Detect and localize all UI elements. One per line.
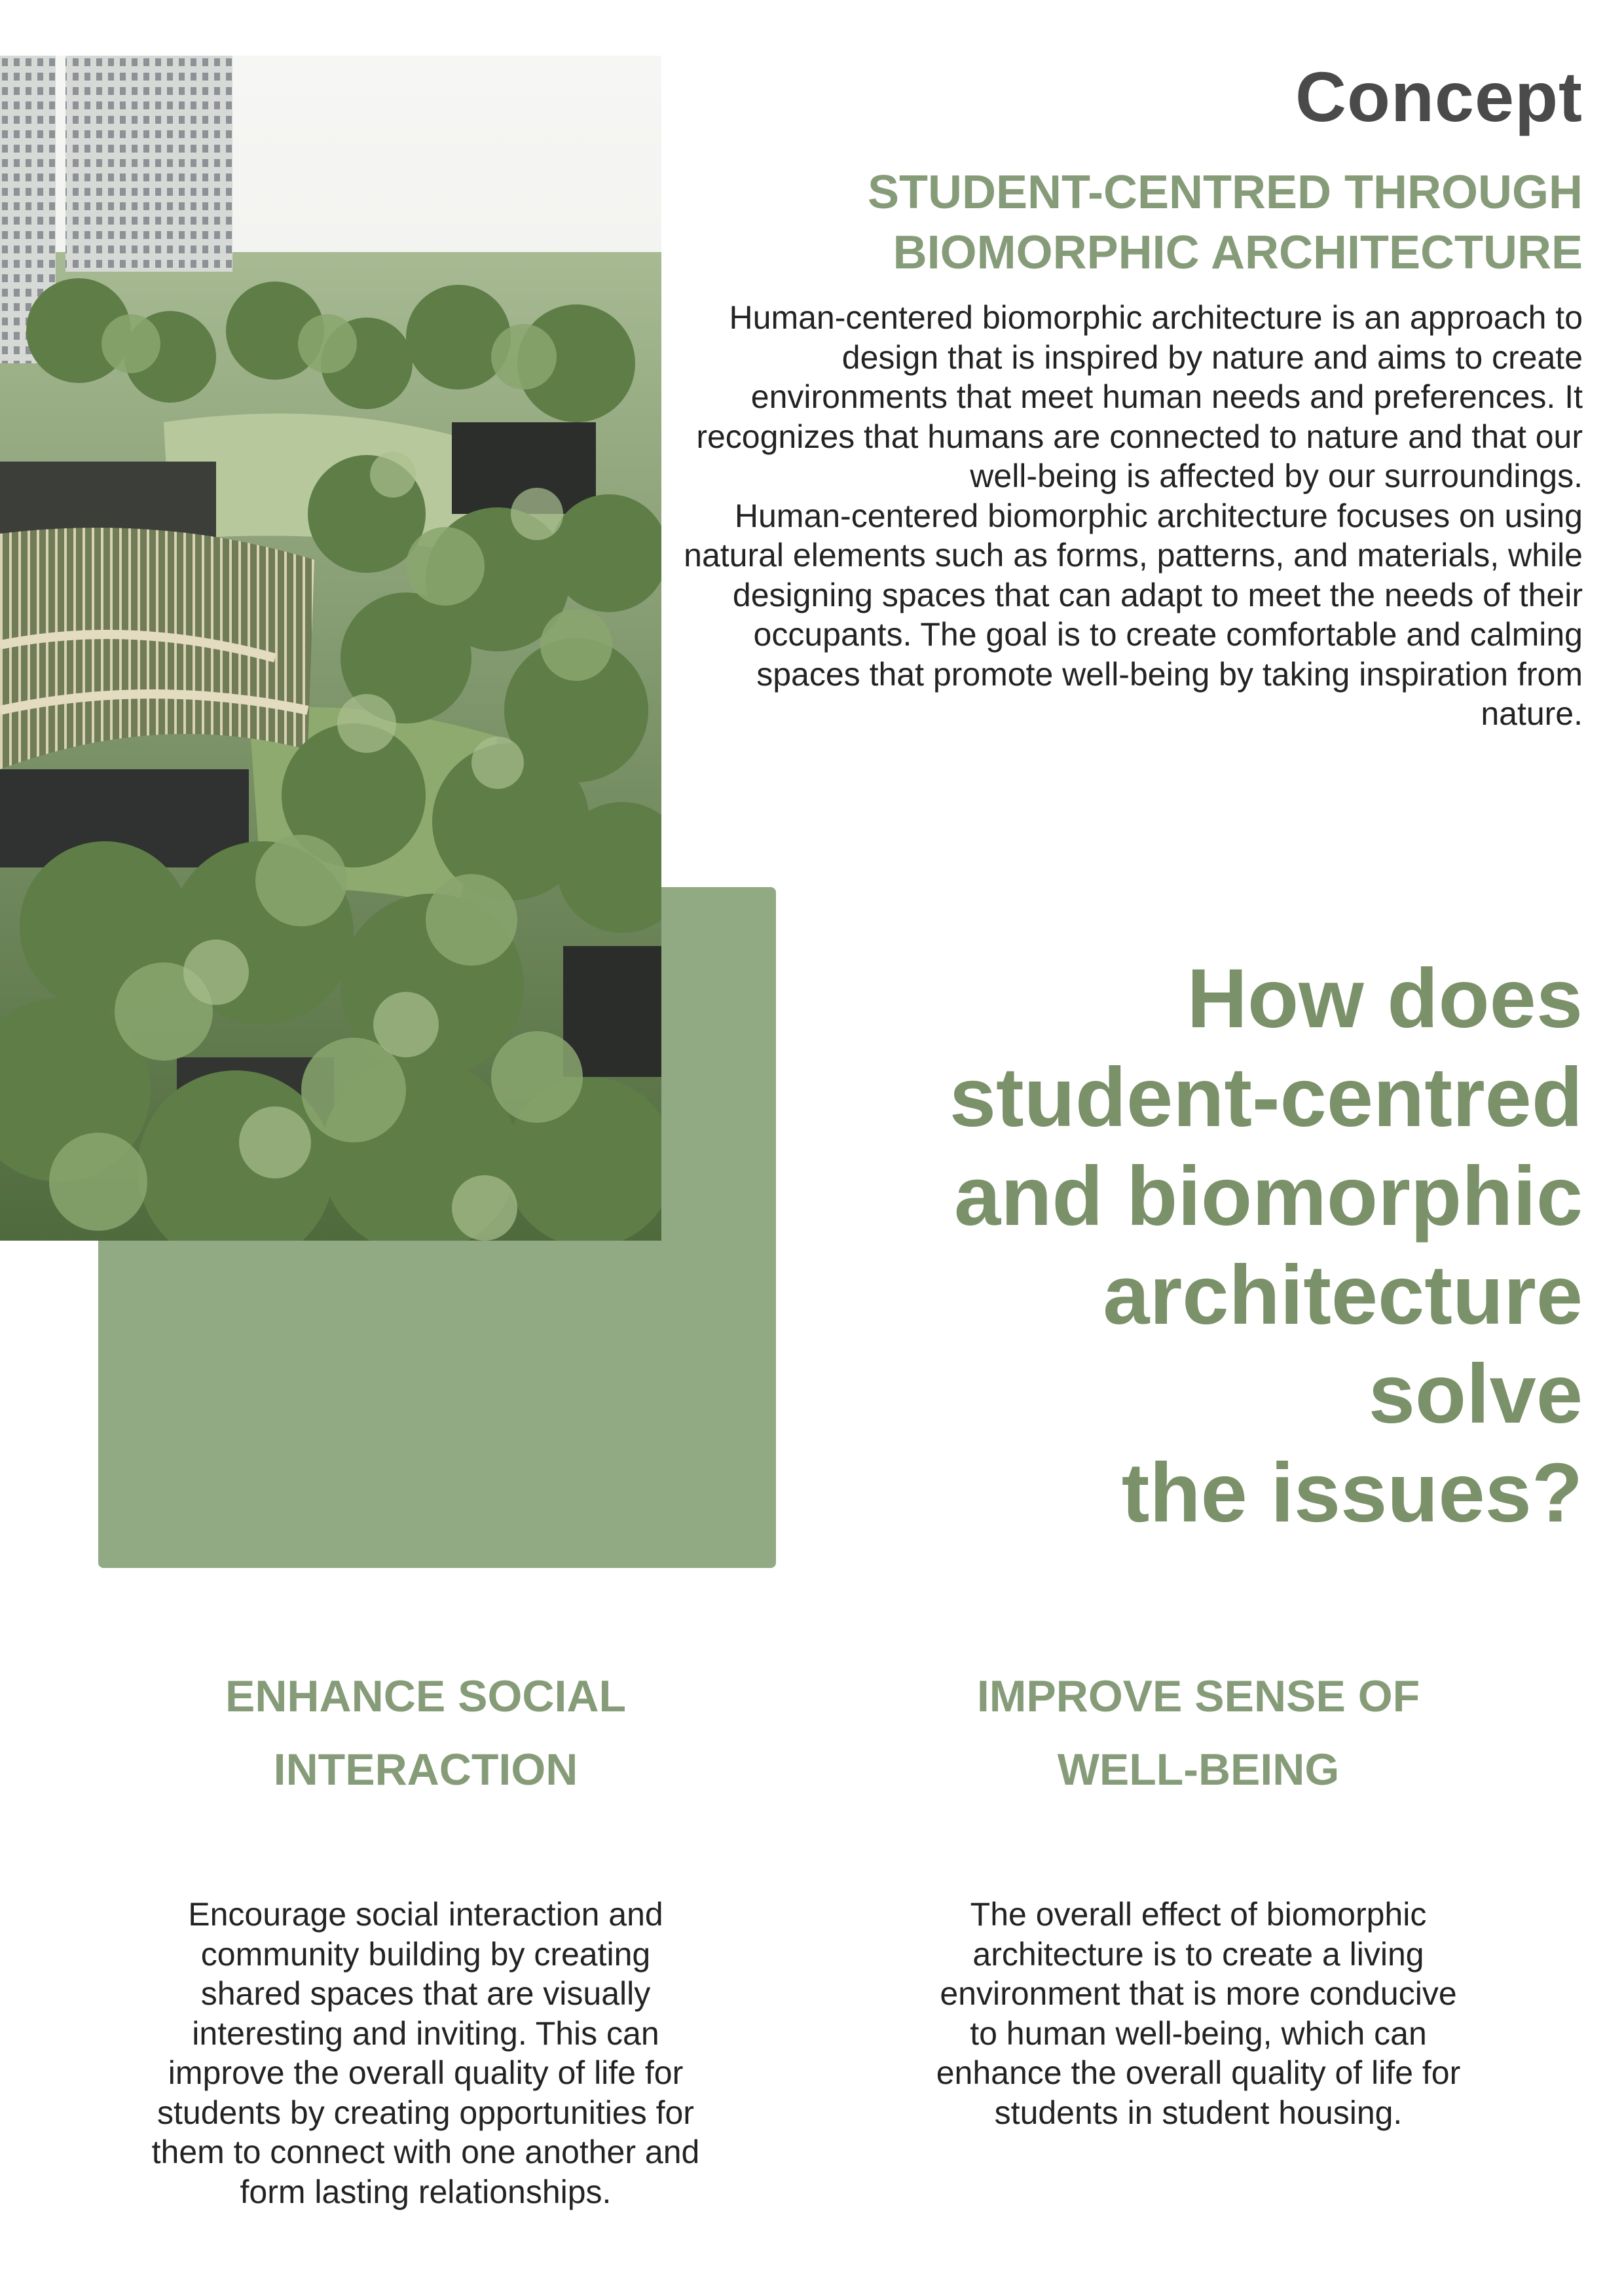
page-title: Concept <box>1295 57 1583 136</box>
subtitle-line: STUDENT-CENTRED THROUGH <box>868 166 1583 219</box>
benefit-heading-line: ENHANCE SOCIAL <box>225 1671 627 1721</box>
benefit-social-interaction <box>151 1660 701 2212</box>
intro-paragraph: Human-centered biomorphic architecture is an approach to design that is inspired by nature and aims to create environments that meet human needs and preferences. It recognizes that humans are connected to nature and that our well-being is affected by our surroundings. <box>696 299 1583 494</box>
aerial-campus-render-image <box>0 56 661 1241</box>
benefit-heading-line: WELL-BEING <box>1057 1745 1340 1795</box>
subtitle-line: BIOMORPHIC ARCHITECTURE <box>893 227 1583 279</box>
intro-paragraph: Human-centered biomorphic architecture focuses on using natural elements such as forms, patterns, and materials, while designing spaces that can adapt to meet the needs of their occupants. The goal is to create comfortable and calming spaces that promote well-being by taking inspiration from nature. <box>684 497 1583 732</box>
benefit-body: Encourage social interaction and community building by creating shared spaces that are visually interesting and inviting. This can improve the overall quality of life for students by creating opportunities for them to connect with one another and form lasting relationships. <box>151 1896 700 2210</box>
benefit-heading-line: INTERACTION <box>273 1745 578 1795</box>
question-line: student-centred <box>949 1051 1583 1144</box>
key-question-heading <box>764 949 1583 1542</box>
question-line: the issues? <box>1121 1446 1583 1540</box>
question-line: How does <box>1187 952 1583 1046</box>
benefit-heading-line: IMPROVE SENSE OF <box>976 1671 1420 1721</box>
question-line: architecture <box>1103 1248 1583 1342</box>
benefit-well-being <box>923 1660 1473 2132</box>
question-line: and biomorphic <box>954 1150 1583 1243</box>
benefit-heading <box>923 1660 1473 1806</box>
intro-text <box>679 298 1583 734</box>
benefit-body: The overall effect of biomorphic architecture is to create a living environment that is more conducive to human well-being, which can enhance the overall quality of life for students in student housing. <box>936 1896 1461 2131</box>
concept-subtitle <box>666 162 1583 283</box>
benefit-heading <box>151 1660 701 1806</box>
question-line: solve <box>1368 1347 1583 1441</box>
